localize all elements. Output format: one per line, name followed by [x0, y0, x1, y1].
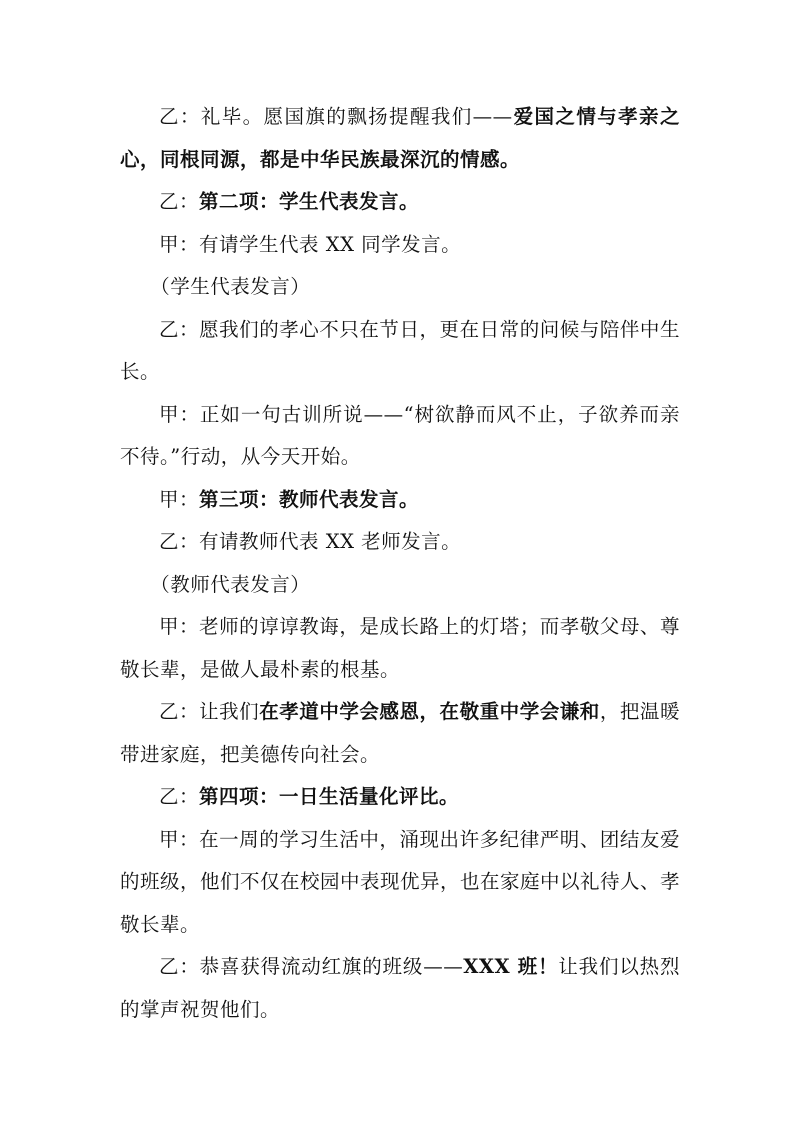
paragraph-12 [120, 776, 680, 819]
paragraph-tail-text: 让我们以热烈的掌声祝贺他们。 [120, 955, 680, 1021]
stage-direction: （学生代表发言） [150, 275, 311, 298]
paragraph-1 [120, 96, 680, 181]
paragraph-10 [120, 606, 680, 691]
speaker: 甲： [159, 487, 200, 511]
paragraph-9 [120, 564, 680, 607]
paragraph-text: 让我们 [199, 700, 260, 723]
paragraph-text: 有请教师代表 XX 老师发言。 [199, 530, 462, 553]
paragraph-text: 礼毕。愿国旗的飘扬提醒我们—— [200, 105, 513, 128]
paragraph-2 [120, 181, 680, 224]
paragraph-text: 恭喜获得流动红旗的班级—— [199, 955, 464, 978]
document-body [120, 96, 680, 1031]
speaker: 乙： [159, 785, 200, 808]
speaker: 乙： [159, 190, 200, 213]
paragraph-text: 老师的谆谆教诲，是成长路上的灯塔；而孝敬父母、尊敬长辈，是做人最朴素的根基。 [120, 615, 680, 681]
speaker: 乙： [159, 530, 200, 553]
agenda-item-title: 第二项：学生代表发言。 [199, 190, 420, 213]
paragraph-text: 正如一句古训所说——“树欲静而风不止，子欲养而亲不待。”行动，从今天开始。 [120, 402, 680, 468]
speaker: 甲： [159, 402, 200, 426]
paragraph-text: 愿我们的孝心不只在节日，更在日常的问候与陪伴中生长。 [120, 317, 680, 383]
speaker: 乙： [159, 955, 200, 978]
paragraph-8 [120, 521, 680, 564]
paragraph-7 [120, 479, 680, 522]
paragraph-bold-text: XXX 班！ [463, 955, 559, 978]
paragraph-bold-text: 在孝道中学会感恩，在敬重中学会谦和 [259, 700, 600, 723]
stage-direction: （教师代表发言） [150, 572, 311, 596]
paragraph-6 [120, 394, 680, 479]
paragraph-text: 有请学生代表 XX 同学发言。 [199, 232, 462, 256]
agenda-item-title: 第四项：一日生活量化评比。 [199, 785, 460, 808]
speaker: 甲： [159, 232, 200, 256]
paragraph-5 [120, 309, 680, 394]
paragraph-bold-text: 爱国之情与孝亲之心，同根同源，都是中华民族最深沉的情感。 [120, 105, 680, 171]
speaker: 甲： [159, 827, 200, 851]
paragraph-text: 在一周的学习生活中，涌现出许多纪律严明、团结友爱的班级，他们不仅在校园中表现优异，也在家庭中以礼待人、孝敬长辈。 [120, 827, 681, 936]
speaker: 甲： [159, 615, 200, 638]
speaker: 乙： [159, 317, 200, 341]
paragraph-14 [120, 946, 680, 1031]
paragraph-tail-text: ，把温暖带进家庭，把美德传向社会。 [120, 700, 680, 766]
speaker: 乙： [159, 105, 201, 128]
paragraph-13 [120, 819, 680, 947]
paragraph-3 [120, 224, 680, 267]
agenda-item-title: 第三项：教师代表发言。 [199, 487, 420, 511]
paragraph-4 [120, 266, 680, 309]
paragraph-11 [120, 691, 680, 776]
speaker: 乙： [159, 700, 200, 723]
